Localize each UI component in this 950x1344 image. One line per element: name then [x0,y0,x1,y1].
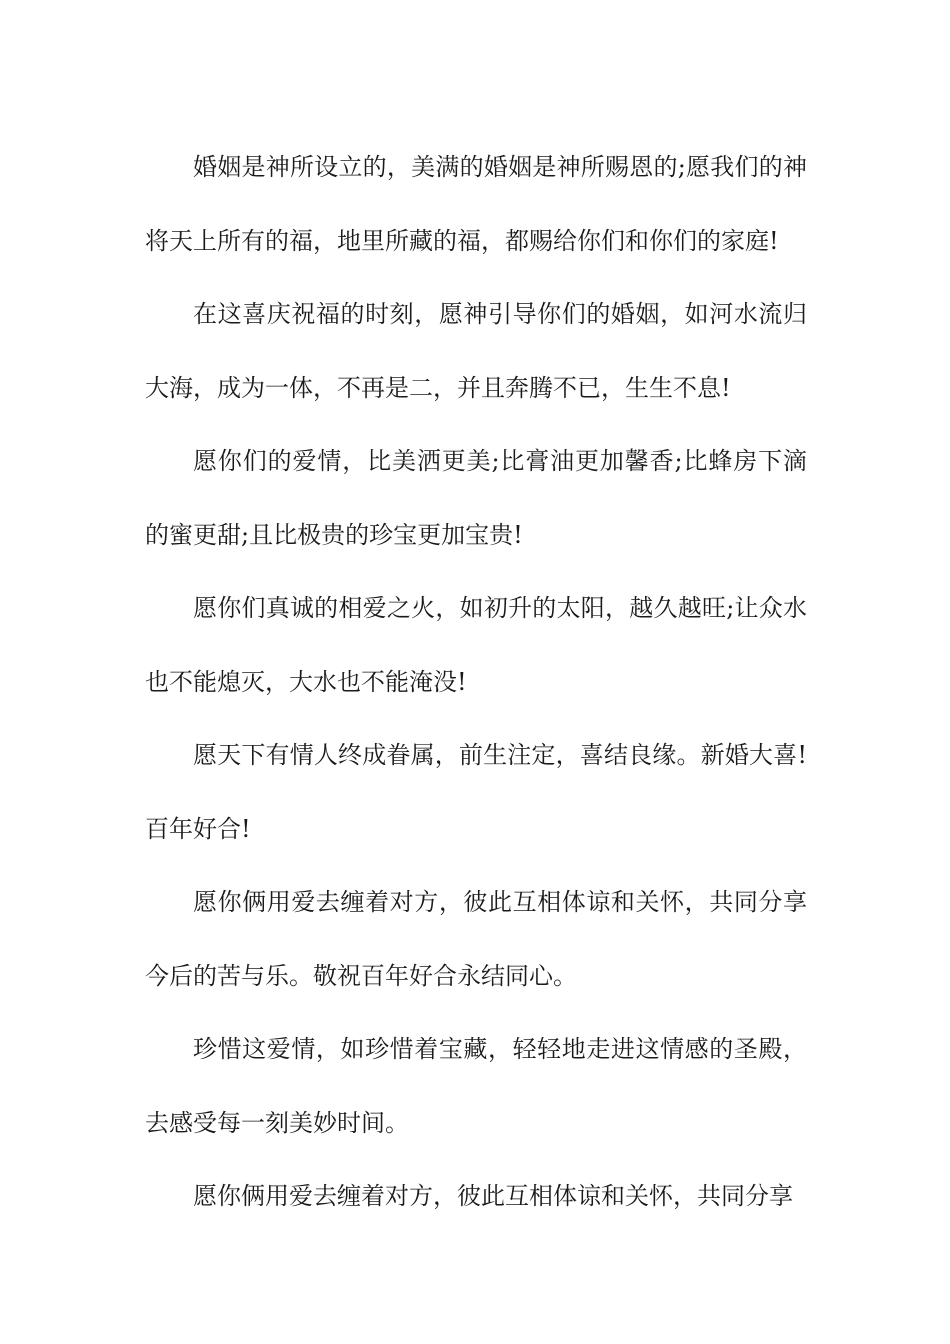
paragraph-5: 愿天下有情人终成眷属，前生注定，喜结良缘。新婚大喜!百年好合! [145,741,807,843]
paragraph-2: 在这喜庆祝福的时刻，愿神引导你们的婚姻，如河水流归大海，成为一体，不再是二，并且奔腾不已，生生不息! [145,300,807,402]
paragraph-1: 婚姻是神所设立的，美满的婚姻是神所赐恩的;愿我们的神将天上所有的福，地里所藏的福，都赐给你们和你们的家庭! [145,153,807,255]
paragraph-3: 愿你们的爱情，比美洒更美;比膏油更加馨香;比蜂房下滴的蜜更甜;且比极贵的珍宝更加宝贵! [145,447,807,549]
paragraph-4: 愿你们真诚的相爱之火，如初升的太阳，越久越旺;让众水也不能熄灭，大水也不能淹没! [145,594,807,696]
paragraph-7: 珍惜这爱情，如珍惜着宝藏，轻轻地走进这情感的圣殿，去感受每一刻美妙时间。 [145,1035,807,1137]
document-body [145,131,807,1234]
paragraph-6: 愿你俩用爱去缠着对方，彼此互相体谅和关怀，共同分享今后的苦与乐。敬祝百年好合永结同心。 [145,888,807,990]
paragraph-8: 愿你俩用爱去缠着对方，彼此互相体谅和关怀，共同分享 [193,1182,793,1210]
